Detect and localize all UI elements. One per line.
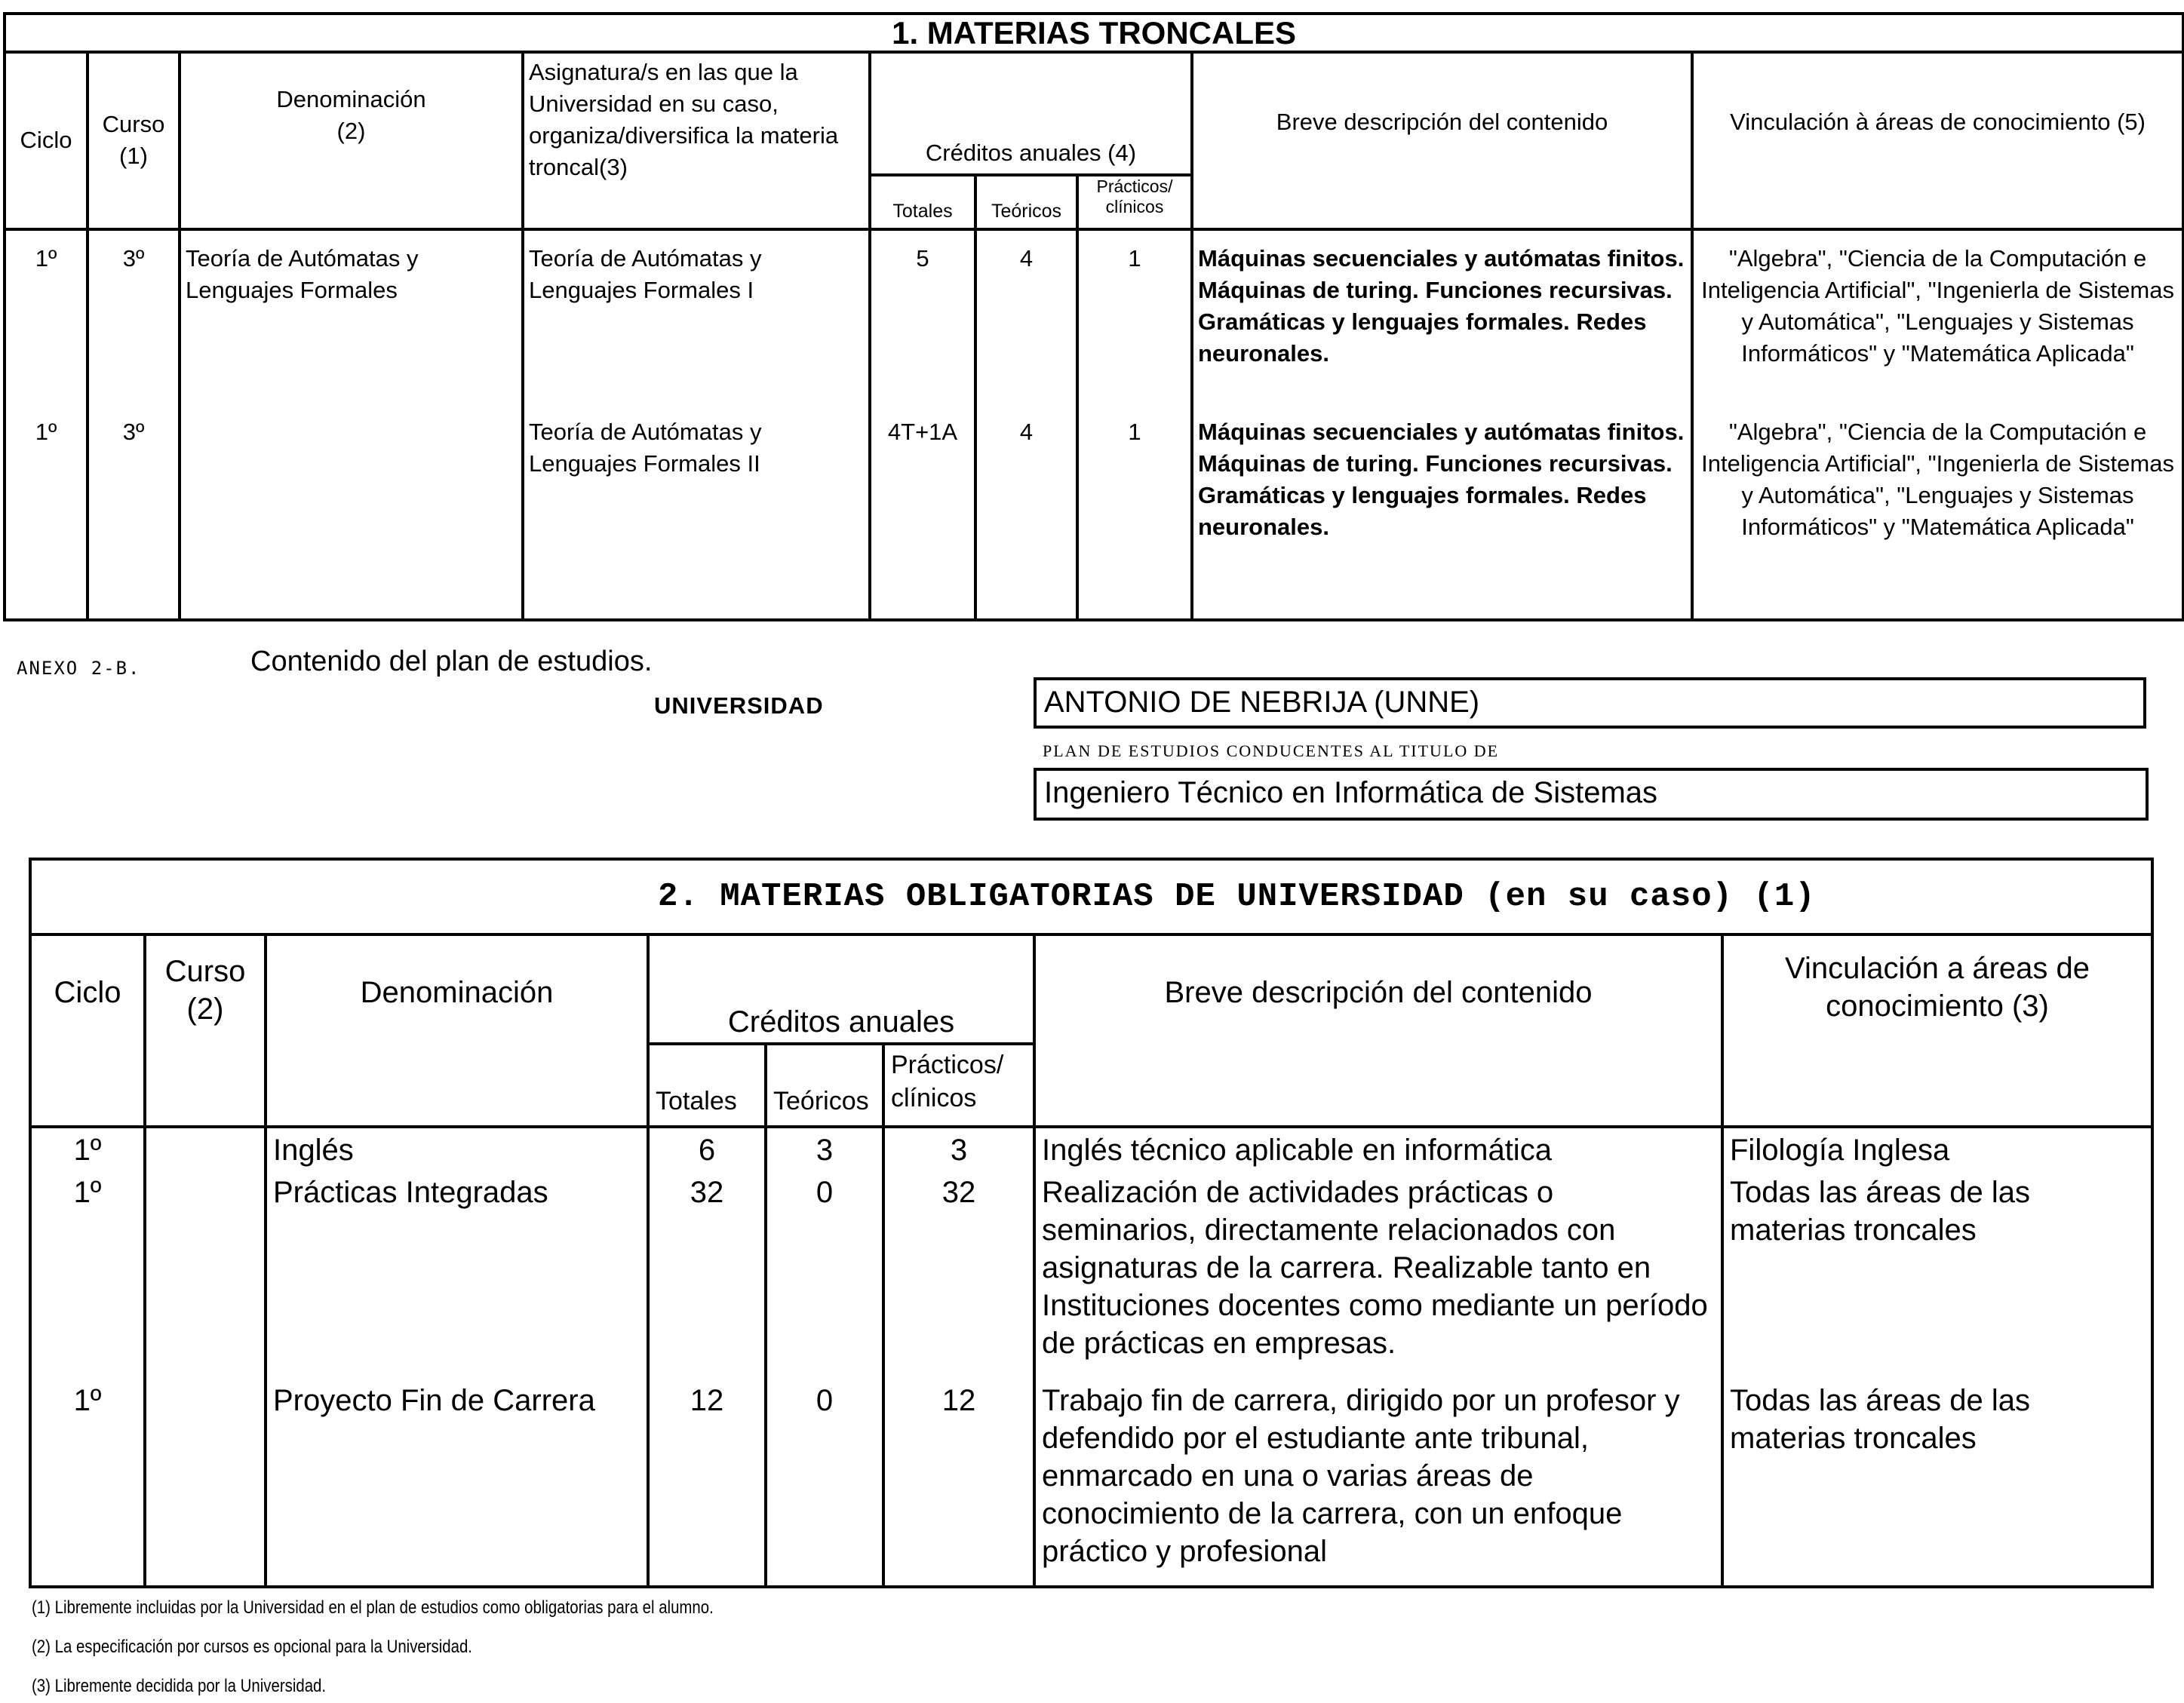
cell-denominacion: Prácticas Integradas <box>266 1171 648 1374</box>
cell-practicos: 1 <box>1077 229 1192 407</box>
cell-totales: 4T+1A <box>870 406 975 620</box>
header-vinculacion: Vinculación à áreas de conocimiento (5) <box>1692 52 2183 229</box>
cell-vinculacion: Todas las áreas de las materias troncales <box>1722 1171 2152 1374</box>
cell-totales: 5 <box>870 229 975 407</box>
cell-totales: 6 <box>648 1127 766 1171</box>
cell-curso: 3º <box>88 229 180 407</box>
cell-descripcion: Realización de actividades prácticas o seminarios, directamente relacionados con asignaturas de la carrera. Realizable tanto en Instituciones docentes como mediante un período de prácticas en empresas. <box>1034 1171 1722 1374</box>
header-creditos: Créditos anuales <box>648 934 1034 1044</box>
cell-practicos: 12 <box>883 1374 1034 1587</box>
table-row <box>5 229 2183 407</box>
footnote-3: (3) Libremente decidida por la Universidad. <box>32 1676 327 1696</box>
materias-obligatorias-table <box>29 858 2154 1588</box>
header-totales: Totales <box>648 1044 766 1127</box>
cell-descripcion: Inglés técnico aplicable en informática <box>1034 1127 1722 1171</box>
cell-vinculacion: "Algebra", "Ciencia de la Computación e Inteligencia Artificial", "Ingenierla de Sistemas y Automática", "Lenguajes y Sistemas Informáticos" y "Matemática Aplicada" <box>1692 406 2183 620</box>
cell-descripcion: Máquinas secuenciales y autómatas finitos. Máquinas de turing. Funciones recursivas. Gramáticas y lenguajes formales. Redes neuronales. <box>1192 229 1692 407</box>
contenido-label: Contenido del plan de estudios. <box>250 646 653 677</box>
table-row <box>30 1127 2152 1171</box>
cell-ciclo: 1º <box>30 1127 145 1171</box>
header-totales: Totales <box>870 175 975 229</box>
header-descripcion: Breve descripción del contenido <box>1192 52 1692 229</box>
obligatorias-title: 2. MATERIAS OBLIGATORIAS DE UNIVERSIDAD (en su caso) (1) <box>30 859 2152 934</box>
header-vinculacion: Vinculación a áreas de conocimiento (3) <box>1722 934 2152 1127</box>
cell-vinculacion: "Algebra", "Ciencia de la Computación e Inteligencia Artificial", "Ingenierla de Sistemas y Automática", "Lenguajes y Sistemas Informáticos" y "Matemática Aplicada" <box>1692 229 2183 407</box>
table-row <box>5 406 2183 620</box>
table-row <box>30 1374 2152 1587</box>
cell-ciclo: 1º <box>5 229 88 407</box>
cell-curso <box>145 1171 266 1374</box>
cell-ciclo: 1º <box>30 1171 145 1374</box>
titulo-box: Ingeniero Técnico en Informática de Sistemas <box>1034 768 2149 821</box>
cell-totales: 12 <box>648 1374 766 1587</box>
cell-teoricos: 4 <box>975 229 1077 407</box>
cell-teoricos: 0 <box>766 1171 883 1374</box>
cell-descripcion: Trabajo fin de carrera, dirigido por un profesor y defendido por el estudiante ante tribunal, enmarcado en una o varias áreas de conocimiento de la carrera, con un enfoque práctico y profesional <box>1034 1374 1722 1587</box>
cell-descripcion: Máquinas secuenciales y autómatas finitos. Máquinas de turing. Funciones recursivas. Gramáticas y lenguajes formales. Redes neuronales. <box>1192 406 1692 620</box>
header-descripcion: Breve descripción del contenido <box>1034 934 1722 1127</box>
header-ciclo: Ciclo <box>5 52 88 229</box>
troncales-title: 1. MATERIAS TRONCALES <box>5 14 2183 52</box>
header-denominacion: Denominación (2) <box>180 52 523 229</box>
cell-teoricos: 0 <box>766 1374 883 1587</box>
table-row <box>30 1171 2152 1374</box>
cell-asignatura: Teoría de Autómatas y Lenguajes Formales II <box>523 406 870 620</box>
header-teoricos: Teóricos <box>766 1044 883 1127</box>
header-teoricos: Teóricos <box>975 175 1077 229</box>
header-curso: Curso (2) <box>145 934 266 1127</box>
anexo-label: ANEXO 2-B. <box>17 658 141 679</box>
cell-practicos: 32 <box>883 1171 1034 1374</box>
cell-vinculacion: Filología Inglesa <box>1722 1127 2152 1171</box>
universidad-box: ANTONIO DE NEBRIJA (UNNE) <box>1034 677 2146 729</box>
cell-curso: 3º <box>88 406 180 620</box>
cell-teoricos: 4 <box>975 406 1077 620</box>
universidad-label: UNIVERSIDAD <box>654 692 824 719</box>
plan-label: PLAN DE ESTUDIOS CONDUCENTES AL TITULO DE <box>1043 741 1500 760</box>
header-creditos: Créditos anuales (4) <box>870 52 1192 175</box>
cell-vinculacion: Todas las áreas de las materias troncales <box>1722 1374 2152 1587</box>
cell-totales: 32 <box>648 1171 766 1374</box>
header-asignaturas: Asignatura/s en las que la Universidad en su caso, organiza/diversifica la materia troncal(3) <box>523 52 870 229</box>
cell-denominacion: Proyecto Fin de Carrera <box>266 1374 648 1587</box>
cell-curso <box>145 1127 266 1171</box>
cell-asignatura: Teoría de Autómatas y Lenguajes Formales I <box>523 229 870 407</box>
cell-denominacion: Teoría de Autómatas y Lenguajes Formales <box>180 229 523 407</box>
footnote-2: (2) La especificación por cursos es opcional para la Universidad. <box>32 1637 472 1657</box>
cell-denominacion <box>180 406 523 620</box>
cell-denominacion: Inglés <box>266 1127 648 1171</box>
header-ciclo: Ciclo <box>30 934 145 1127</box>
cell-ciclo: 1º <box>5 406 88 620</box>
header-practicos: Prácticos/ clínicos <box>1077 175 1192 229</box>
materias-troncales-table <box>3 12 2184 621</box>
cell-ciclo: 1º <box>30 1374 145 1587</box>
header-curso: Curso (1) <box>88 52 180 229</box>
cell-curso <box>145 1374 266 1587</box>
header-denominacion: Denominación <box>266 934 648 1127</box>
cell-practicos: 1 <box>1077 406 1192 620</box>
header-practicos: Prácticos/ clínicos <box>883 1044 1034 1127</box>
cell-practicos: 3 <box>883 1127 1034 1171</box>
cell-teoricos: 3 <box>766 1127 883 1171</box>
footnote-1: (1) Libremente incluidas por la Universidad en el plan de estudios como obligatorias para el alumno. <box>32 1597 714 1618</box>
